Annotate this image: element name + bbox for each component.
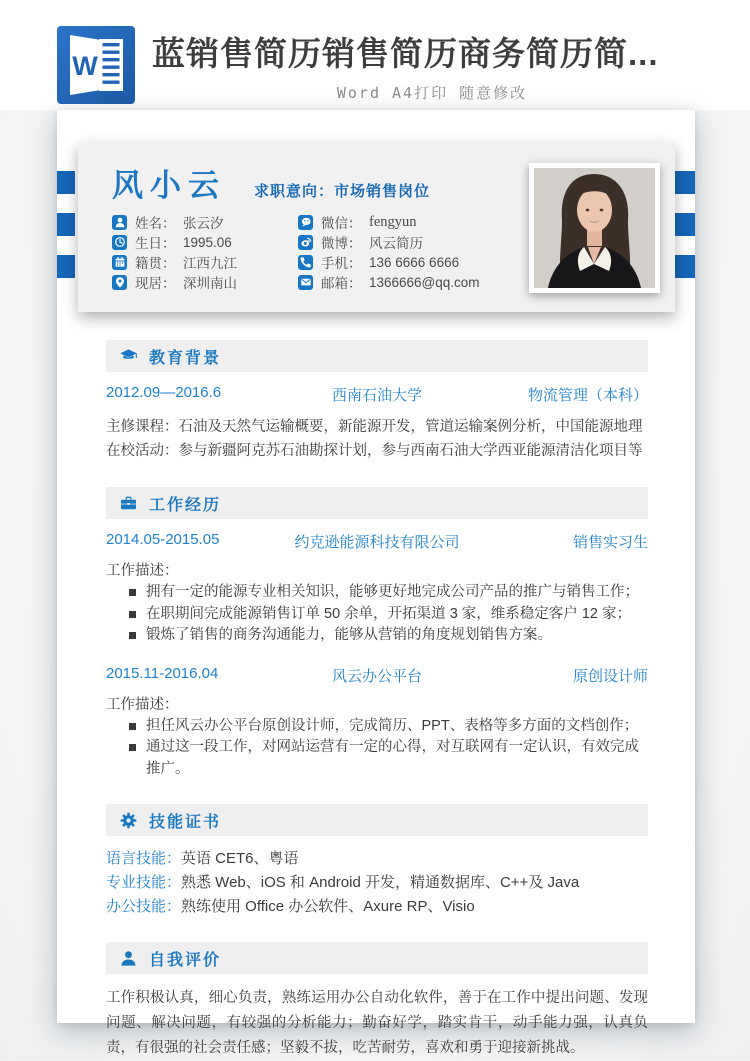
calendar-icon [112,255,127,270]
skill-text: 英语 CET6、粤语 [181,850,299,867]
ms-word-icon [57,26,135,104]
skill-text: 熟悉 Web、iOS 和 Android 开发，精通数据库、C++及 Java [181,874,580,891]
section-header [106,487,648,519]
job-intent-label: 求职意向： [254,183,335,200]
work-entry-row [106,665,648,686]
briefcase-icon [119,494,138,513]
info-label: 邮箱： [321,276,362,291]
clock-icon [112,235,127,250]
location-icon [112,275,127,290]
education-school: 西南石油大学 [332,387,423,404]
info-label: 微博： [321,236,362,251]
skill-line [106,847,648,870]
work-bullet-list [106,582,648,647]
info-label: 手机： [321,256,362,271]
work-date: 2015.11-2016.04 [106,664,219,682]
phone-icon [298,255,313,270]
section-header [106,942,648,974]
job-intent-value: 市场销售岗位 [334,183,431,200]
section-title: 工作经历 [149,496,222,514]
education-major: 物流管理（本科） [528,387,649,404]
work-company: 风云办公平台 [332,667,423,685]
info-row-wechat [298,212,518,232]
profile-card [78,142,675,312]
work-company: 约克逊能源科技有限公司 [294,534,460,551]
info-value: 江西九江 [183,256,237,271]
info-label: 生日： [135,236,176,251]
decor-stripe-right [675,213,695,236]
work-role: 销售实习生 [573,534,649,551]
work-bullet: 锻炼了销售的商务沟通能力，能够从营销的角度规划销售方案。 [129,625,648,647]
decor-stripe-left [57,213,75,236]
info-value: 1366666@qq.com [369,274,480,290]
decor-stripe-right [675,255,695,278]
section-skills [106,804,648,918]
skill-label: 办公技能： [106,898,182,915]
info-value: 风云简历 [369,236,423,251]
work-bullet: 拥有一定的能源专业相关知识，能够更好地完成公司产品的推广与销售工作； [129,582,648,604]
education-activities: 在校活动：参与新疆阿克苏石油勘探计划，参与西南石油大学西亚能源清洁化项目等 [106,443,643,459]
section-title: 自我评价 [149,951,222,969]
person-icon [119,949,138,968]
decor-stripe-left [57,255,75,278]
gear-icon [119,811,138,830]
section-work [106,487,648,780]
resume-body [106,340,648,1061]
resume-page [57,110,695,1056]
info-label: 微信： [321,216,362,231]
decor-stripe-left [57,171,75,194]
profile-photo [529,163,660,293]
info-row-email [298,272,518,292]
template-subtitle: Word A4打印 随意修改 [336,84,528,102]
user-icon [112,215,127,230]
work-date: 2014.05-2015.05 [106,531,220,548]
info-label: 姓名： [135,216,176,231]
info-row-residence [112,272,298,292]
skill-label: 语言技能： [106,850,182,867]
work-bullet: 担任风云办公平台原创设计师，完成简历、PPT、表格等多方面的文档创作； [129,716,648,738]
info-row-phone [298,252,518,272]
section-header [106,340,648,372]
info-value: 张云汐 [183,216,224,231]
bullet-square-icon [129,632,136,639]
info-value: 深圳南山 [183,276,237,291]
education-date: 2012.09—2016.6 [106,384,222,401]
bullet-square-icon [129,744,136,751]
work-desc-label: 工作描述： [106,696,179,713]
info-row-weibo [298,232,518,252]
info-row-name [112,212,298,232]
section-header [106,804,648,836]
skill-text: 熟练使用 Office 办公软件、Axure RP、Visio [181,898,475,915]
section-title: 技能证书 [149,813,222,831]
job-intent [254,180,430,201]
bullet-square-icon [129,723,136,730]
work-role: 原创设计师 [573,667,649,685]
bullet-square-icon [129,589,136,596]
education-courses: 主修课程：石油及天然气运输概要，新能源开发，管道运输案例分析，中国能源地理 [106,419,643,435]
template-title-block [152,28,712,103]
section-evaluation [106,942,648,1061]
info-label: 现居： [135,276,176,291]
decor-stripe-right [675,171,695,194]
bullet-square-icon [129,611,136,618]
skill-label: 专业技能： [106,874,182,891]
template-header [0,0,750,110]
evaluation-text: 工作积极认真，细心负责，熟练运用办公自动化软件，善于在工作中提出问题、发现问题、解决问题，有较强的分析能力；勤奋好学，踏实肯干，动手能力强，认真负责，有很强的社会责任感；坚毅不拔，吃苦耐劳，喜欢和勇于迎接新挑战。 [106,990,648,1056]
info-value: 1995.06 [183,234,232,250]
portrait-illustration [534,168,655,288]
work-bullet: 在职期间完成能源销售订单 50 余单，开拓渠道 3 家，维系稳定客户 12 家； [129,604,648,626]
template-title: 蓝销售简历销售简历商务简历简... [152,35,659,72]
candidate-name: 风小云 [112,168,226,203]
work-bullet-list [106,716,648,781]
svg-text:W: W [72,51,98,81]
education-row [106,384,648,405]
info-label: 籍贯： [135,256,176,271]
mail-icon [298,275,313,290]
graduation-cap-icon [119,347,138,366]
work-entry-row [106,531,648,552]
profile-info-grid [112,212,518,292]
info-row-birthday [112,232,298,252]
skill-line [106,895,648,918]
work-desc-label: 工作描述： [106,563,179,579]
skill-line [106,871,648,894]
wechat-icon [298,215,313,230]
section-title: 教育背景 [149,349,222,367]
info-value: 136 6666 6666 [369,254,460,270]
info-value: fengyun [369,213,417,230]
section-education [106,340,648,463]
work-bullet: 通过这一段工作，对网站运营有一定的心得，对互联网有一定认识，有效完成推广。 [129,737,648,780]
info-row-hometown [112,252,298,272]
weibo-icon [298,235,313,250]
